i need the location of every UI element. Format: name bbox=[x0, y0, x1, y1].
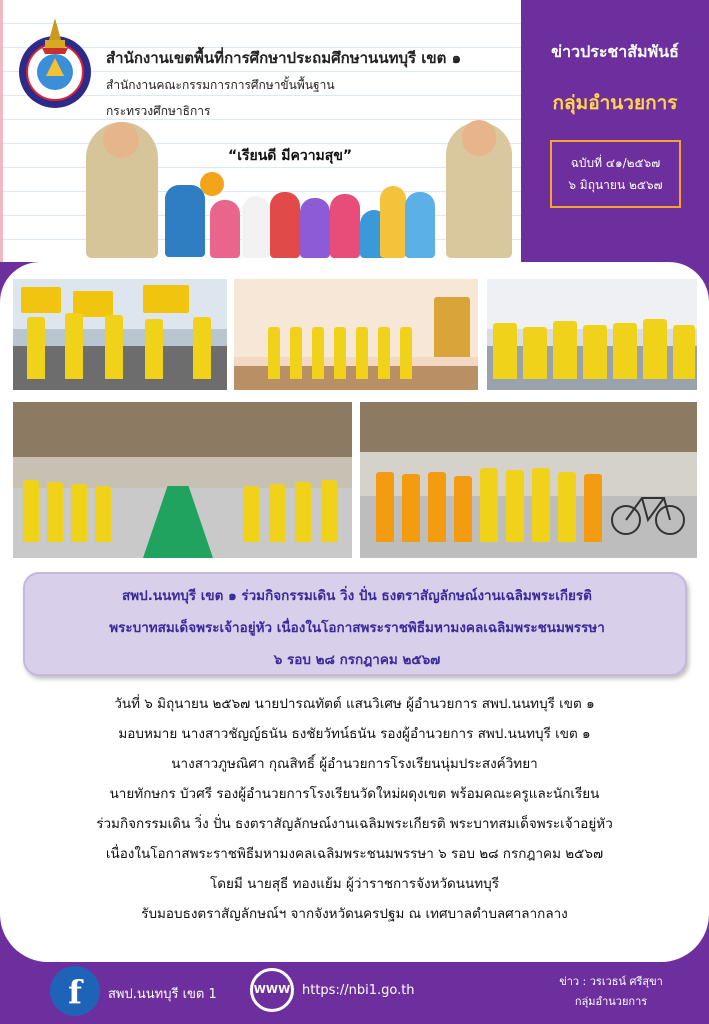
headline-line3: ๖ รอบ ๒๘ กรกฎาคม ๒๕๖๗ bbox=[273, 652, 441, 668]
headline-line2: พระบาทสมเด็จพระเจ้าอยู่หัว เนื่องในโอกาสพระราชพิธีมหามงคลเฉลิมพระชนมพรรษา bbox=[109, 620, 605, 636]
body-line5: ร่วมกิจกรรมเดิน วิ่ง ปั่น ธงตราสัญลักษณ์งานเฉลิมพระเกียรติ พระบาทสมเด็จพระเจ้าอยู่หัว bbox=[96, 816, 613, 832]
kid-figure bbox=[330, 194, 360, 258]
body-line1: วันที่ ๖ มิถุนายน ๒๕๖๗ นายปารณทัตต์ แสนวิเศษ ผู้อำนวยการ สพป.นนทบุรี เขต ๑ bbox=[114, 696, 595, 712]
org-name: สำนักงานเขตพื้นที่การศึกษาประถมศึกษานนทบุรี เขต ๑ bbox=[106, 49, 462, 67]
header-paper bbox=[0, 0, 521, 262]
facebook-icon[interactable]: f bbox=[50, 966, 100, 1016]
photo-hall-parade bbox=[11, 400, 354, 560]
bicycle-icon bbox=[608, 482, 698, 538]
body-line7: โดยมี นายสุธี ทองแย้ม ผู้ว่าราชการจังหวัดนนทบุรี bbox=[209, 876, 499, 892]
news-header bbox=[521, 0, 709, 262]
photo-flag-line bbox=[232, 277, 480, 392]
kid-figure bbox=[165, 185, 205, 257]
photo-team-bicycles bbox=[358, 400, 699, 560]
photo-flag-handover bbox=[11, 277, 229, 392]
kid-figure bbox=[380, 186, 406, 258]
website-link[interactable]: https://nbi1.go.th bbox=[302, 983, 415, 998]
issue-number: ฉบับที่ ๔๑/๒๕๖๗ bbox=[570, 156, 661, 170]
body-line8: รับมอบธงตราสัญลักษณ์ฯ จากจังหวัดนครปฐม ณ เทศบาลตำบลศาลากลาง bbox=[141, 906, 568, 922]
body-line3: นางสาวภูษณิศา กุณสิทธิ์ ผู้อำนวยการโรงเรียนนุ่มประสงค์วิทยา bbox=[171, 756, 538, 772]
kid-figure bbox=[300, 198, 330, 258]
issue-box bbox=[550, 140, 681, 208]
credit-group: กลุ่มอำนวยการ bbox=[574, 995, 648, 1008]
ball-icon bbox=[200, 172, 224, 196]
photo-group-seated bbox=[485, 277, 699, 392]
news-title: ข่าวประชาสัมพันธ์ bbox=[551, 42, 679, 61]
deputy-head bbox=[462, 120, 496, 156]
body-line2: มอบหมาย นางสาวชัญญ์ธนัน ธงชัยวัทน์ธนัน รองผู้อำนวยการ สพป.นนทบุรี เขต ๑ bbox=[118, 726, 591, 742]
news-group: กลุ่มอำนวยการ bbox=[552, 92, 678, 114]
kid-figure bbox=[242, 196, 270, 258]
issue-date: ๖ มิถุนายน ๒๕๖๗ bbox=[568, 178, 663, 192]
org-parent: สำนักงานคณะกรรมการการศึกษาขั้นพื้นฐาน bbox=[106, 78, 335, 92]
headline-line1: สพป.นนทบุรี เขต ๑ ร่วมกิจกรรมเดิน วิ่ง ปั่น ธงตราสัญลักษณ์งานเฉลิมพระเกียรติ bbox=[122, 588, 592, 604]
director-head bbox=[103, 122, 139, 158]
body-line6: เนื่องในโอกาสพระราชพิธีมหามงคลเฉลิมพระชนมพรรษา ๖ รอบ ๒๘ กรกฎาคม ๒๕๖๗ bbox=[105, 846, 604, 862]
kid-figure bbox=[210, 200, 240, 258]
obec-logo bbox=[12, 14, 98, 110]
slogan: “เรียนดี มีความสุข” bbox=[228, 148, 353, 164]
kid-figure bbox=[405, 192, 435, 258]
org-ministry: กระทรวงศึกษาธิการ bbox=[106, 104, 211, 118]
facebook-page-name[interactable]: สพป.นนทบุรี เขต 1 bbox=[108, 987, 217, 1002]
credit-author: ข่าว : วรเวธน์ ศรีสุขา bbox=[559, 975, 663, 988]
headline-box bbox=[23, 572, 687, 676]
globe-icon[interactable]: WWW bbox=[250, 968, 294, 1012]
kid-figure bbox=[270, 192, 300, 258]
body-line4: นายทักษกร บัวศรี รองผู้อำนวยการโรงเรียนวัดใหม่ผดุงเขต พร้อมคณะครูและนักเรียน bbox=[109, 786, 600, 802]
